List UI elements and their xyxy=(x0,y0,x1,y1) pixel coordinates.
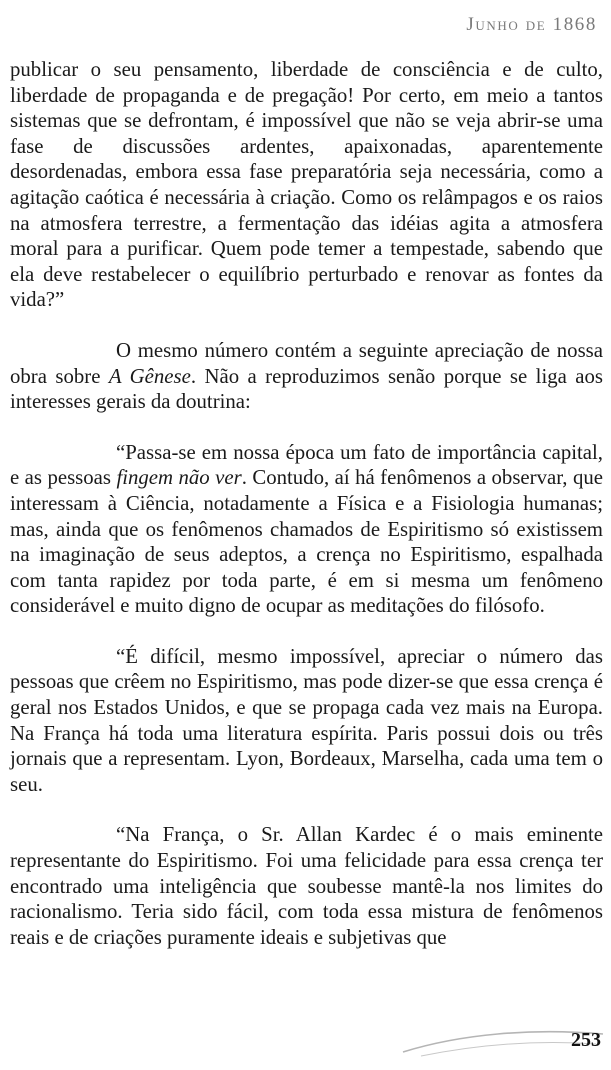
paragraph-5 xyxy=(10,822,603,950)
paragraph-1 xyxy=(10,57,603,313)
paragraph-text: publicar o seu pensamento, liberdade de consciência e de culto, liberdade de propaganda e de pregação! Por certo, em meio a tantos sistemas que se defrontam, é impossível que não se veja abrir-se uma fase de discussões ardentes, apaixonadas, aparentemente desordenadas, embora essa fase preparatória seja necessária, como a agitação caótica é necessária à criação. Como os relâmpagos e os raios na atmosfera terrestre, a fermentação das idéias agita a atmosfera moral para a purificar. Quem pode temer a tempestade, sabendo que ela deve restabelecer o equilíbrio perturbado e renovar as fontes da vida?” xyxy=(10,58,603,312)
paragraph-text: . Não a reproduzimos senão porque se liga aos interesses gerais da doutrina: xyxy=(10,364,604,414)
running-header: Junho de 1868 xyxy=(466,14,597,35)
paragraph-text: “Na França, o Sr. Allan Kardec é o mais eminente representante do Espiritismo. Foi uma felicidade para essa crença ter encontrado uma inteligência que soubesse mantê-la nos limites do racionalismo. Teria sido fácil, com toda essa mistura de fenômenos reais e de criações puramente ideais e subjetivas que xyxy=(10,823,603,949)
page-body xyxy=(10,57,603,975)
paragraph-text: “É difícil, mesmo impossível, apreciar o número das pessoas que crêem no Espiritismo, mas pode dizer-se que essa crença é geral nos Estados Unidos, e que se propaga cada vez mais na Europa. Na França há toda uma literatura espírita. Paris possui dois ou três jornais que a representam. Lyon, Bordeaux, Marselha, cada uma tem o seu. xyxy=(10,644,603,796)
paragraph-4 xyxy=(10,644,603,798)
paragraph-2 xyxy=(10,338,603,415)
emphasis-text: fingem não ver xyxy=(116,466,242,490)
page-number: 253 xyxy=(571,1029,601,1051)
paragraph-text: “Passa-se em nossa época um fato de importância capital, e as pessoas xyxy=(10,440,603,490)
book-title: A Gênese xyxy=(108,364,191,388)
paragraph-3 xyxy=(10,440,603,619)
paragraph-text: . Contudo, aí há fenômenos a observar, que interessam à Ciência, notadamente a Física e a Fisiologia humanas; mas, ainda que os fenômenos chamados de Espiritismo só existissem na imaginação de seus adeptos, a crença no Espiritismo, espalhada com tanta rapidez por toda parte, é em si mesma um fenômeno considerável e muito digno de ocupar as meditações do filósofo. xyxy=(10,466,603,618)
paragraph-text: O mesmo número contém a seguinte apreciação de nossa obra sobre xyxy=(10,338,603,388)
